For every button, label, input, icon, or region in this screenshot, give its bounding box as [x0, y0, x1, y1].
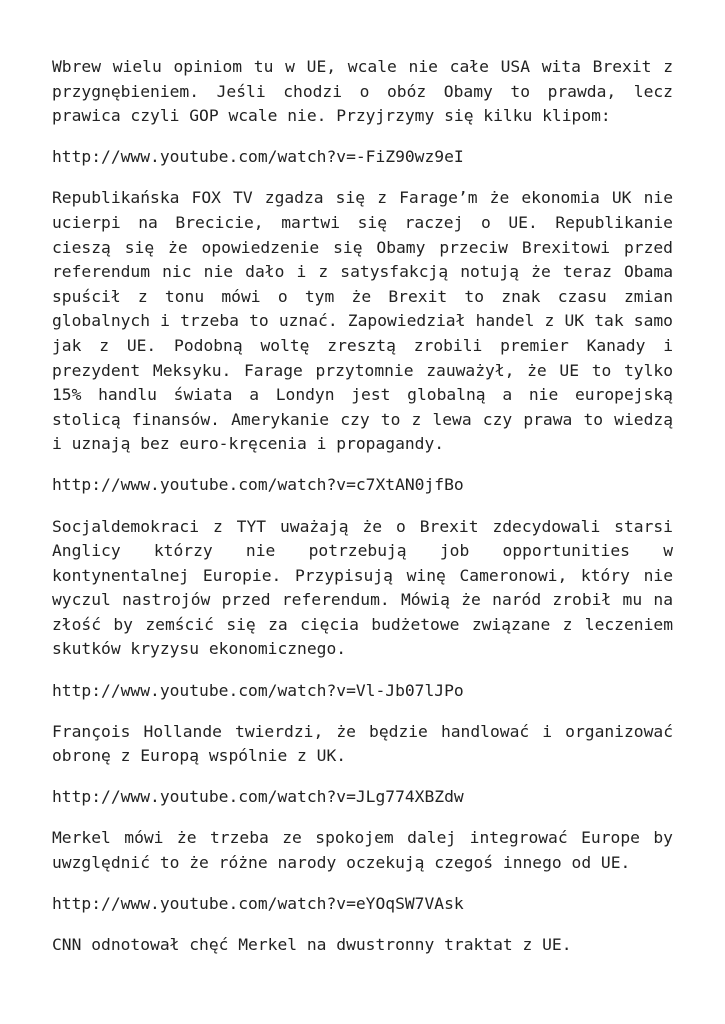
paragraph-hollande: François Hollande twierdzi, że będzie handlować i organizować obronę z Europą wspólnie z UK. — [52, 721, 673, 766]
paragraph-fox-tv: Republikańska FOX TV zgadza się z Farage’m że ekonomia UK nie ucierpi na Brecicie, martwi się raczej o UE. Republikanie cieszą się że opowiedzenie się Obamy przeciw Brexitowi przed referendum nic nie dało i z satysfakcją notują że teraz Obama spuścił z tonu mówi o tym że Brexit to znak czasu zmian globalnych i trzeba to uznać. Zapowiedział handel z UK tak samo jak z UE. Podobną woltę zresztą zrobili premier Kanady i prezydent Meksyku. Farage przytomnie zauważył, że UE to tylko 15% handlu świata a Londyn jest globalną a nie europejską stolicą finansów. Amerykanie czy to z lewa czy prawa to wiedzą i uznają bez euro-kręcenia i propagandy. — [52, 188, 673, 454]
youtube-link-1[interactable]: http://www.youtube.com/watch?v=-FiZ90wz9eI — [52, 147, 464, 167]
youtube-link-4[interactable]: http://www.youtube.com/watch?v=JLg774XBZdw — [52, 787, 464, 807]
document-body — [52, 55, 673, 974]
youtube-link-2[interactable]: http://www.youtube.com/watch?v=c7XtAN0jfBo — [52, 475, 464, 495]
paragraph-tyt: Socjaldemokraci z TYT uważają że o Brexit zdecydowali starsi Anglicy którzy nie potrzebują job opportunities w kontynentalnej Europie. Przypisują winę Cameronowi, który nie wyczul nastrojów przed referendum. Mówią że naród zrobił mu na złość by zemścić się za cięcia budżetowe związane z leczeniem skutków kryzysu ekonomicznego. — [52, 516, 673, 659]
paragraph-cnn: CNN odnotował chęć Merkel na dwustronny traktat z UE. — [52, 935, 572, 955]
youtube-link-5[interactable]: http://www.youtube.com/watch?v=eYOqSW7VAsk — [52, 894, 464, 914]
paragraph-merkel: Merkel mówi że trzeba ze spokojem dalej integrować Europe by uwzględnić to że różne narody oczekują czegoś innego od UE. — [52, 828, 673, 873]
youtube-link-3[interactable]: http://www.youtube.com/watch?v=Vl-Jb07lJPo — [52, 680, 464, 700]
paragraph-intro: Wbrew wielu opiniom tu w UE, wcale nie całe USA wita Brexit z przygnębieniem. Jeśli chodzi o obóz Obamy to prawda, lecz prawica czyli GOP wcale nie. Przyjrzymy się kilku klipom: — [52, 57, 673, 126]
